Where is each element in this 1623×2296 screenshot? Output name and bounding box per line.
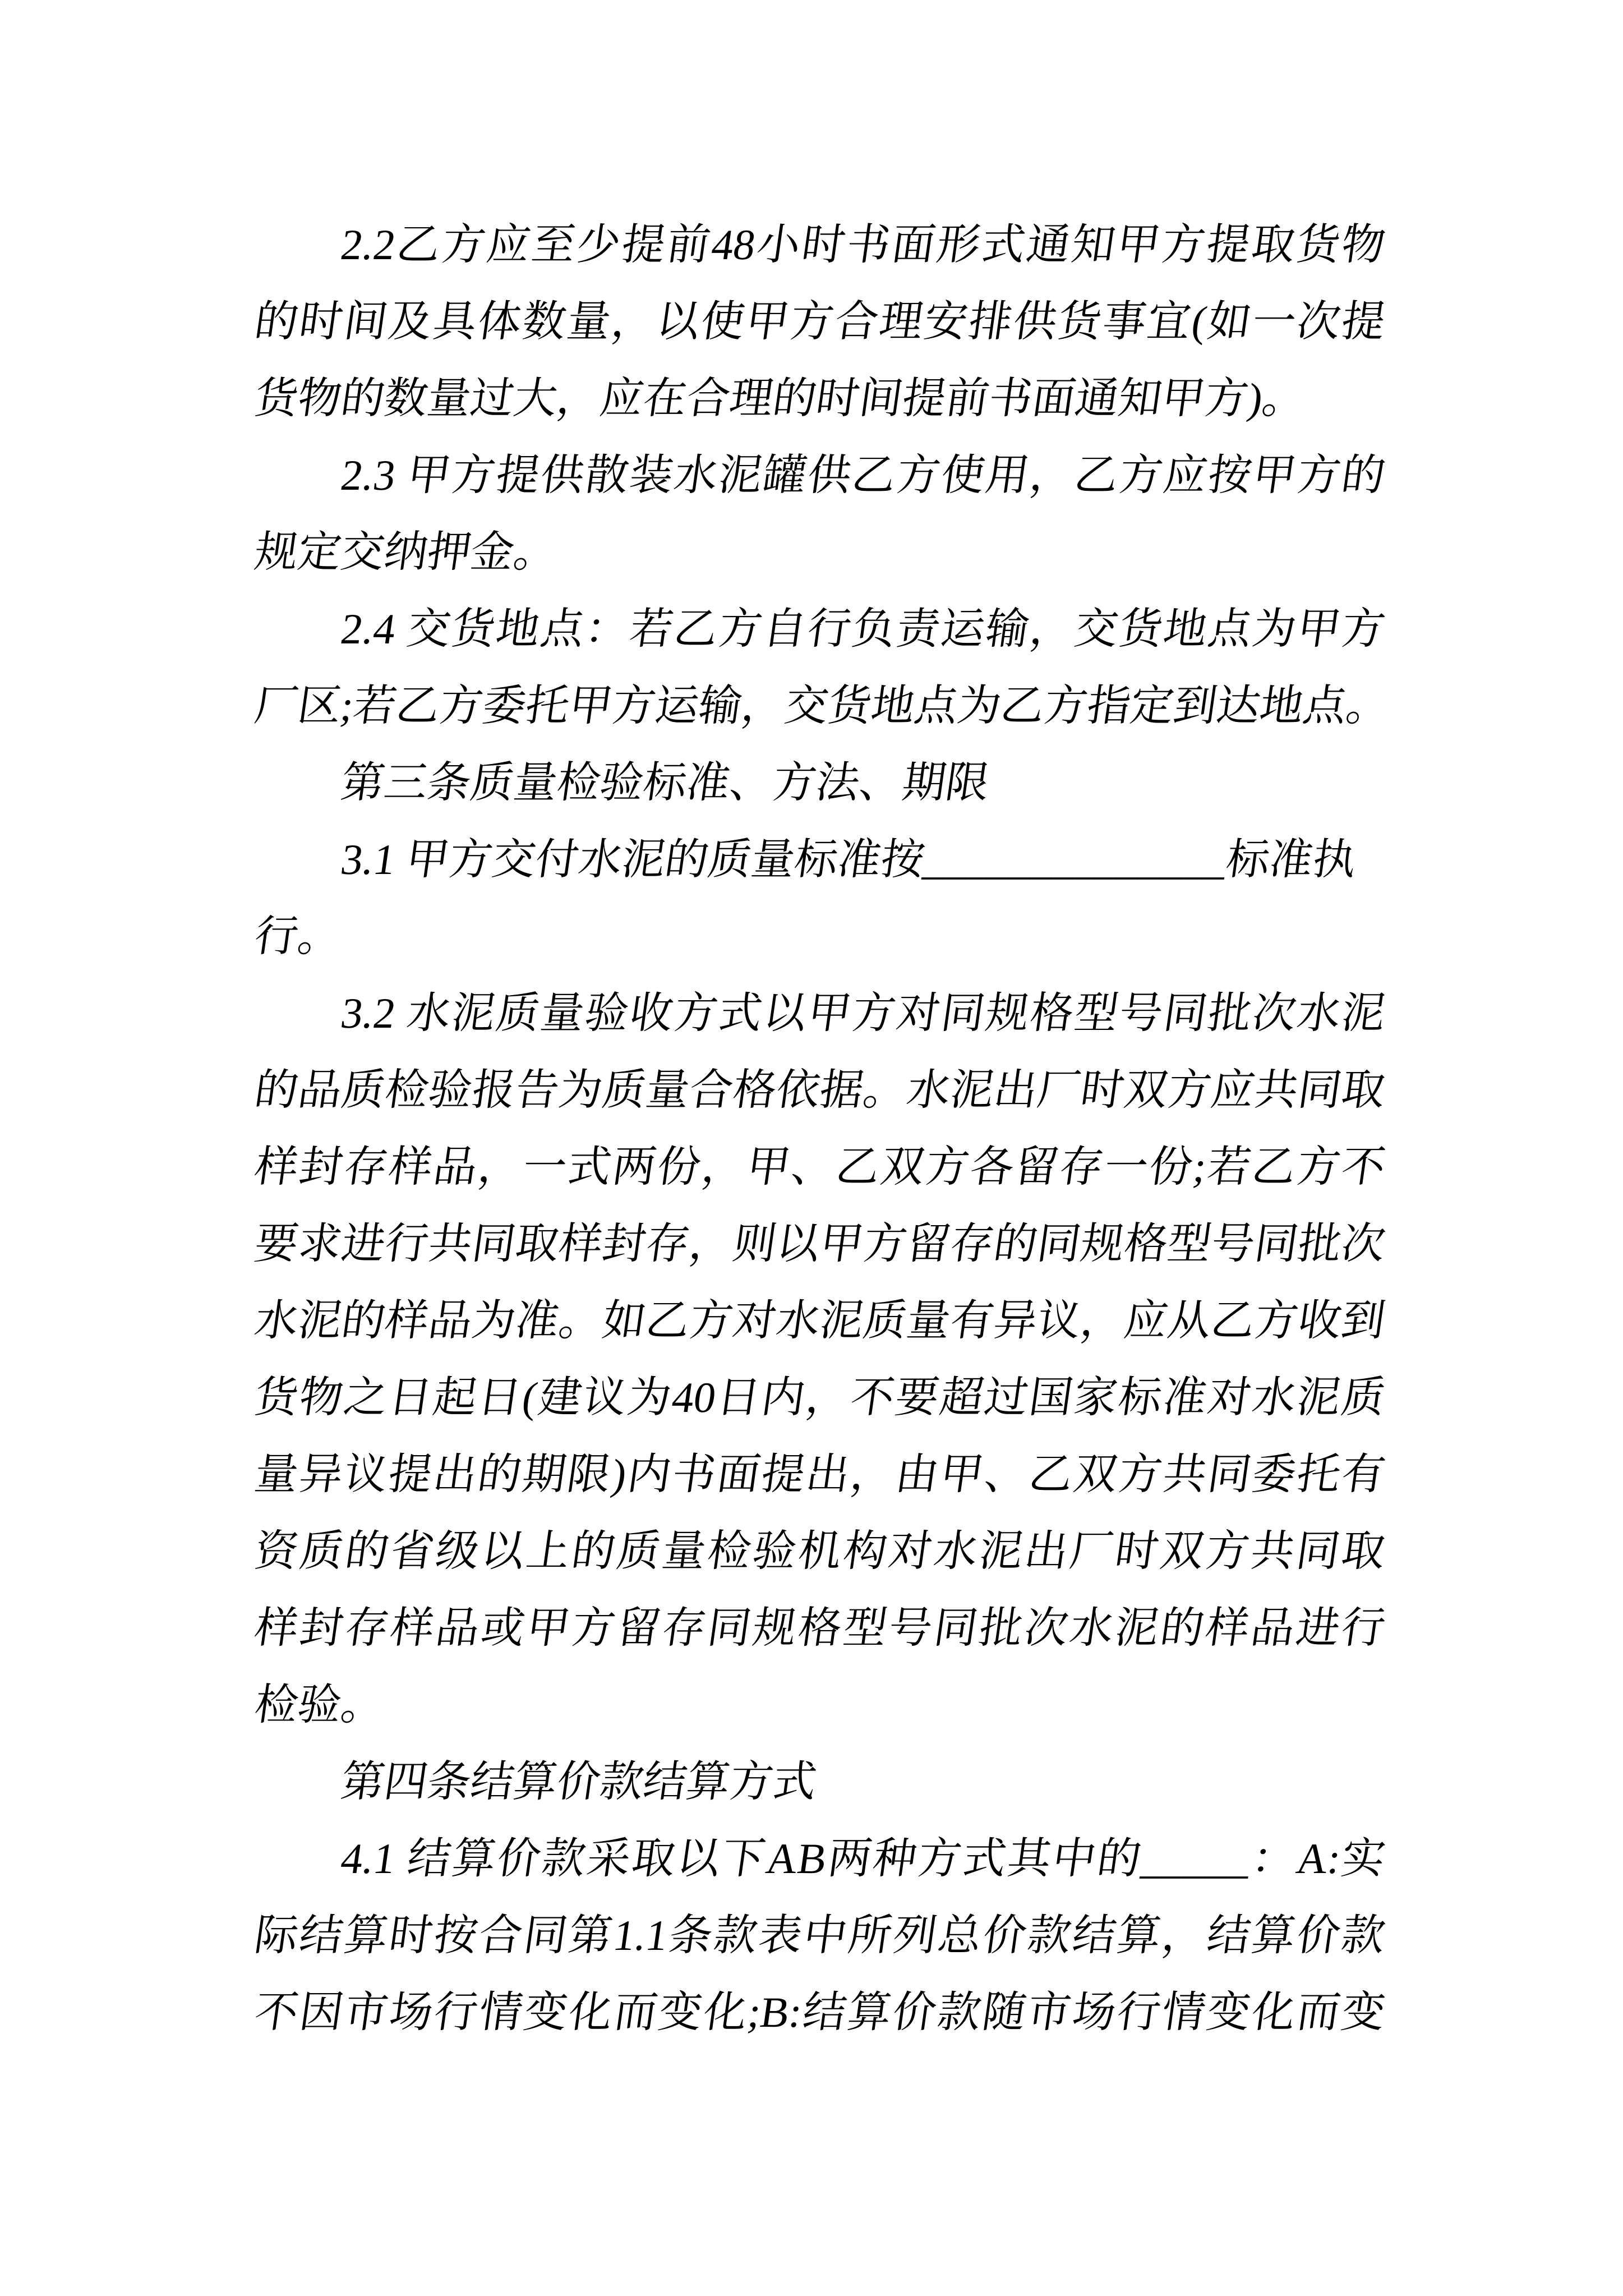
line-text: 际结算时按合同第1.1条款表中所列总价款结算，结算价款 (251, 1911, 1389, 1959)
line-text: 的品质检验报告为质量合格依据。水泥出厂时双方应共同取 (251, 1066, 1389, 1114)
text-line (250, 360, 1390, 437)
text-line (250, 1667, 1390, 1743)
line-text: 货物之日起日(建议为40日内，不要超过国家标准对水泥质 (251, 1373, 1389, 1421)
line-text: 第三条质量检验标准、方法、期限 (338, 758, 993, 807)
line-text: 3.1 甲方交付水泥的质量标准按 (338, 835, 928, 884)
text-line (250, 898, 1390, 975)
line-text: 标准执 (1223, 835, 1360, 884)
line-text: 第四条结算价款结算方式 (338, 1757, 820, 1806)
text-line (250, 1129, 1390, 1205)
text-line (250, 591, 1390, 668)
text-line (250, 1974, 1390, 2051)
text-line (250, 1513, 1390, 1590)
text-line (250, 821, 1390, 898)
line-text: 量异议提出的期限)内书面提出，由甲、乙双方共同委托有 (251, 1450, 1389, 1498)
line-text: 3.2 水泥质量验收方式以甲方对同规格型号同批次水泥 (338, 989, 1389, 1037)
line-text: 2.4 交货地点：若乙方自行负责运输，交货地点为甲方 (338, 605, 1389, 653)
text-line (250, 975, 1390, 1052)
line-text: 货物的数量过大，应在合理的时间提前书面通知甲方)。 (251, 374, 1310, 422)
line-text: 的时间及具体数量，以使甲方合理安排供货事宜(如一次提 (251, 297, 1389, 346)
line-text: 水泥的样品为准。如乙方对水泥质量有异议，应从乙方收到 (251, 1296, 1389, 1345)
line-text: 要求进行共同取样封存，则以甲方留存的同规格型号同批次 (251, 1220, 1389, 1268)
text-line (250, 1897, 1390, 1974)
text-line (250, 668, 1394, 744)
fill-in-blank: _____ (1139, 1834, 1254, 1883)
text-line (250, 1282, 1390, 1359)
text-line (250, 1590, 1390, 1667)
line-text: 资质的省级以上的质量检验机构对水泥出厂时双方共同取 (251, 1527, 1389, 1575)
line-text: 不因市场行情变化而变化;B:结算价款随市场行情变化而变 (251, 1988, 1389, 2036)
text-line (250, 437, 1390, 514)
line-text: 样封存样品或甲方留存同规格型号同批次水泥的样品进行 (251, 1604, 1389, 1652)
line-text: 行。 (251, 912, 345, 960)
line-text: 厂区;若乙方委托甲方运输，交货地点为乙方指定到达地点。 (251, 682, 1394, 730)
text-line (250, 283, 1390, 360)
line-text: 2.3 甲方提供散装水泥罐供乙方使用，乙方应按甲方的 (338, 451, 1389, 499)
text-line (250, 1359, 1390, 1436)
fill-in-blank: ______________ (921, 835, 1230, 884)
text-line (250, 206, 1390, 283)
line-text: 2.2乙方应至少提前48小时书面形式通知甲方提取货物 (338, 220, 1389, 269)
line-text: 规定交纳押金。 (251, 528, 561, 576)
text-line (250, 1820, 1390, 1897)
text-line (250, 514, 1390, 591)
line-text: 检验。 (251, 1681, 388, 1729)
text-line (250, 1743, 1390, 1820)
line-text: ：A:实 (1247, 1834, 1389, 1883)
text-line (250, 1205, 1390, 1282)
text-line (250, 1436, 1390, 1513)
contract-text-block (250, 206, 1394, 2051)
text-line (250, 1052, 1390, 1129)
text-line (250, 744, 1390, 821)
line-text: 样封存样品，一式两份，甲、乙双方各留存一份;若乙方不 (251, 1143, 1389, 1191)
line-text: 4.1 结算价款采取以下AB两种方式其中的 (338, 1834, 1146, 1883)
